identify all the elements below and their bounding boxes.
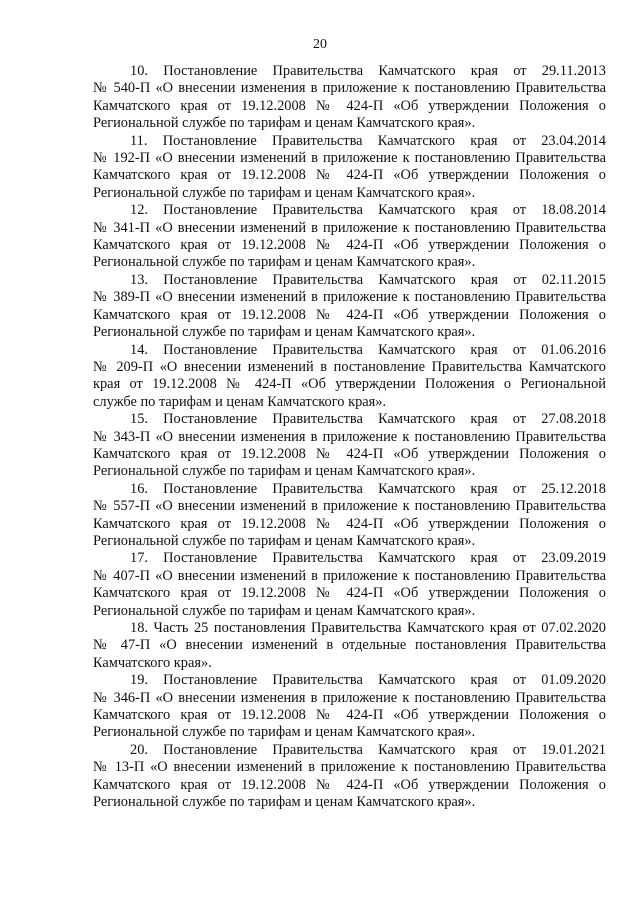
page-number: 20: [313, 37, 327, 52]
list-item-line: 19. Постановление Правительства Камчатского края от 01.09.2020: [130, 672, 606, 689]
list-item-line: Региональной службе по тарифам и ценам Камчатского края».: [93, 602, 476, 619]
list-item-line: 17. Постановление Правительства Камчатского края от 23.09.2019: [130, 550, 606, 567]
list-item-line: Региональной службе по тарифам и ценам Камчатского края».: [93, 184, 476, 201]
list-item-line: Камчатского края от 19.12.2008 № 424-П «Об утверждении Положения о: [93, 707, 606, 724]
list-item-line: Камчатского края».: [93, 654, 212, 671]
list-item-line: Региональной службе по тарифам и ценам Камчатского края».: [93, 794, 476, 811]
list-item-line: 16. Постановление Правительства Камчатского края от 25.12.2018: [130, 480, 606, 497]
list-item-line: Региональной службе по тарифам и ценам Камчатского края».: [93, 532, 476, 549]
list-item-line: № 407-П «О внесении изменений в приложение к постановлению Правительства: [93, 567, 606, 584]
list-item-line: Региональной службе по тарифам и ценам Камчатского края».: [93, 463, 476, 480]
list-item: [93, 742, 606, 812]
list-item: [93, 133, 606, 203]
list-item-line: № 389-П «О внесении изменений в приложение к постановлению Правительства: [93, 289, 606, 306]
list-item-line: № 346-П «О внесении изменения в приложение к постановлению Правительства: [93, 689, 606, 706]
list-item: [93, 342, 606, 412]
list-item-line: Региональной службе по тарифам и ценам Камчатского края».: [93, 254, 476, 271]
list-item-line: 12. Постановление Правительства Камчатского края от 18.08.2014: [130, 202, 606, 219]
list-item-line: Камчатского края от 19.12.2008 № 424-П «Об утверждении Положения о: [93, 445, 606, 462]
list-item: [93, 63, 606, 133]
list-item: [93, 202, 606, 272]
list-item-line: края от 19.12.2008 № 424-П «Об утверждении Положения о Региональной: [93, 376, 606, 393]
document-body: [93, 63, 606, 811]
list-item-line: 20. Постановление Правительства Камчатского края от 19.01.2021: [130, 741, 606, 758]
list-item: [93, 672, 606, 742]
list-item: [93, 481, 606, 551]
list-item-line: Камчатского края от 19.12.2008 № 424-П «Об утверждении Положения о: [93, 237, 606, 254]
list-item-line: Камчатского края от 19.12.2008 № 424-П «Об утверждении Положения о: [93, 776, 606, 793]
list-item-line: 13. Постановление Правительства Камчатского края от 02.11.2015: [130, 271, 606, 288]
list-item-line: 14. Постановление Правительства Камчатского края от 01.06.2016: [130, 341, 606, 358]
list-item-line: Камчатского края от 19.12.2008 № 424-П «Об утверждении Положения о: [93, 306, 606, 323]
list-item-line: Камчатского края от 19.12.2008 № 424-П «Об утверждении Положения о: [93, 585, 606, 602]
list-item: [93, 620, 606, 672]
list-item-line: № 209-П «О внесении изменений в постановление Правительства Камчатского: [93, 358, 606, 375]
list-item-line: 11. Постановление Правительства Камчатского края от 23.04.2014: [130, 132, 606, 149]
list-item-line: Камчатского края от 19.12.2008 № 424-П «Об утверждении Положения о: [93, 167, 606, 184]
list-item-line: службе по тарифам и ценам Камчатского края».: [93, 393, 387, 410]
list-item-line: № 540-П «О внесении изменения в приложение к постановлению Правительства: [93, 80, 606, 97]
list-item-line: Камчатского края от 19.12.2008 № 424-П «Об утверждении Положения о: [93, 97, 606, 114]
list-item-line: № 13-П «О внесении изменений в приложение к постановлению Правительства: [93, 759, 606, 776]
list-item-line: Региональной службе по тарифам и ценам Камчатского края».: [93, 324, 476, 341]
list-item-line: Камчатского края от 19.12.2008 № 424-П «Об утверждении Положения о: [93, 515, 606, 532]
list-item: [93, 272, 606, 342]
list-item: [93, 550, 606, 620]
list-item-line: Региональной службе по тарифам и ценам Камчатского края».: [93, 724, 476, 741]
list-item-line: № 192-П «О внесении изменений в приложение к постановлению Правительства: [93, 150, 606, 167]
list-item-line: № 557-П «О внесении изменений в приложение к постановлению Правительства: [93, 498, 606, 515]
list-item-line: 10. Постановление Правительства Камчатского края от 29.11.2013: [130, 63, 606, 79]
list-item-line: 18. Часть 25 постановления Правительства Камчатского края от 07.02.2020: [130, 620, 606, 636]
list-item-line: № 343-П «О внесении изменения в приложение к постановлению Правительства: [93, 428, 606, 445]
list-item-line: № 47-П «О внесении изменений в отдельные постановления Правительства: [93, 637, 606, 654]
list-item-line: 15. Постановление Правительства Камчатского края от 27.08.2018: [130, 411, 606, 428]
list-item: [93, 411, 606, 481]
list-item-line: Региональной службе по тарифам и ценам Камчатского края».: [93, 115, 476, 132]
list-item-line: № 341-П «О внесении изменений в приложение к постановлению Правительства: [93, 219, 606, 236]
